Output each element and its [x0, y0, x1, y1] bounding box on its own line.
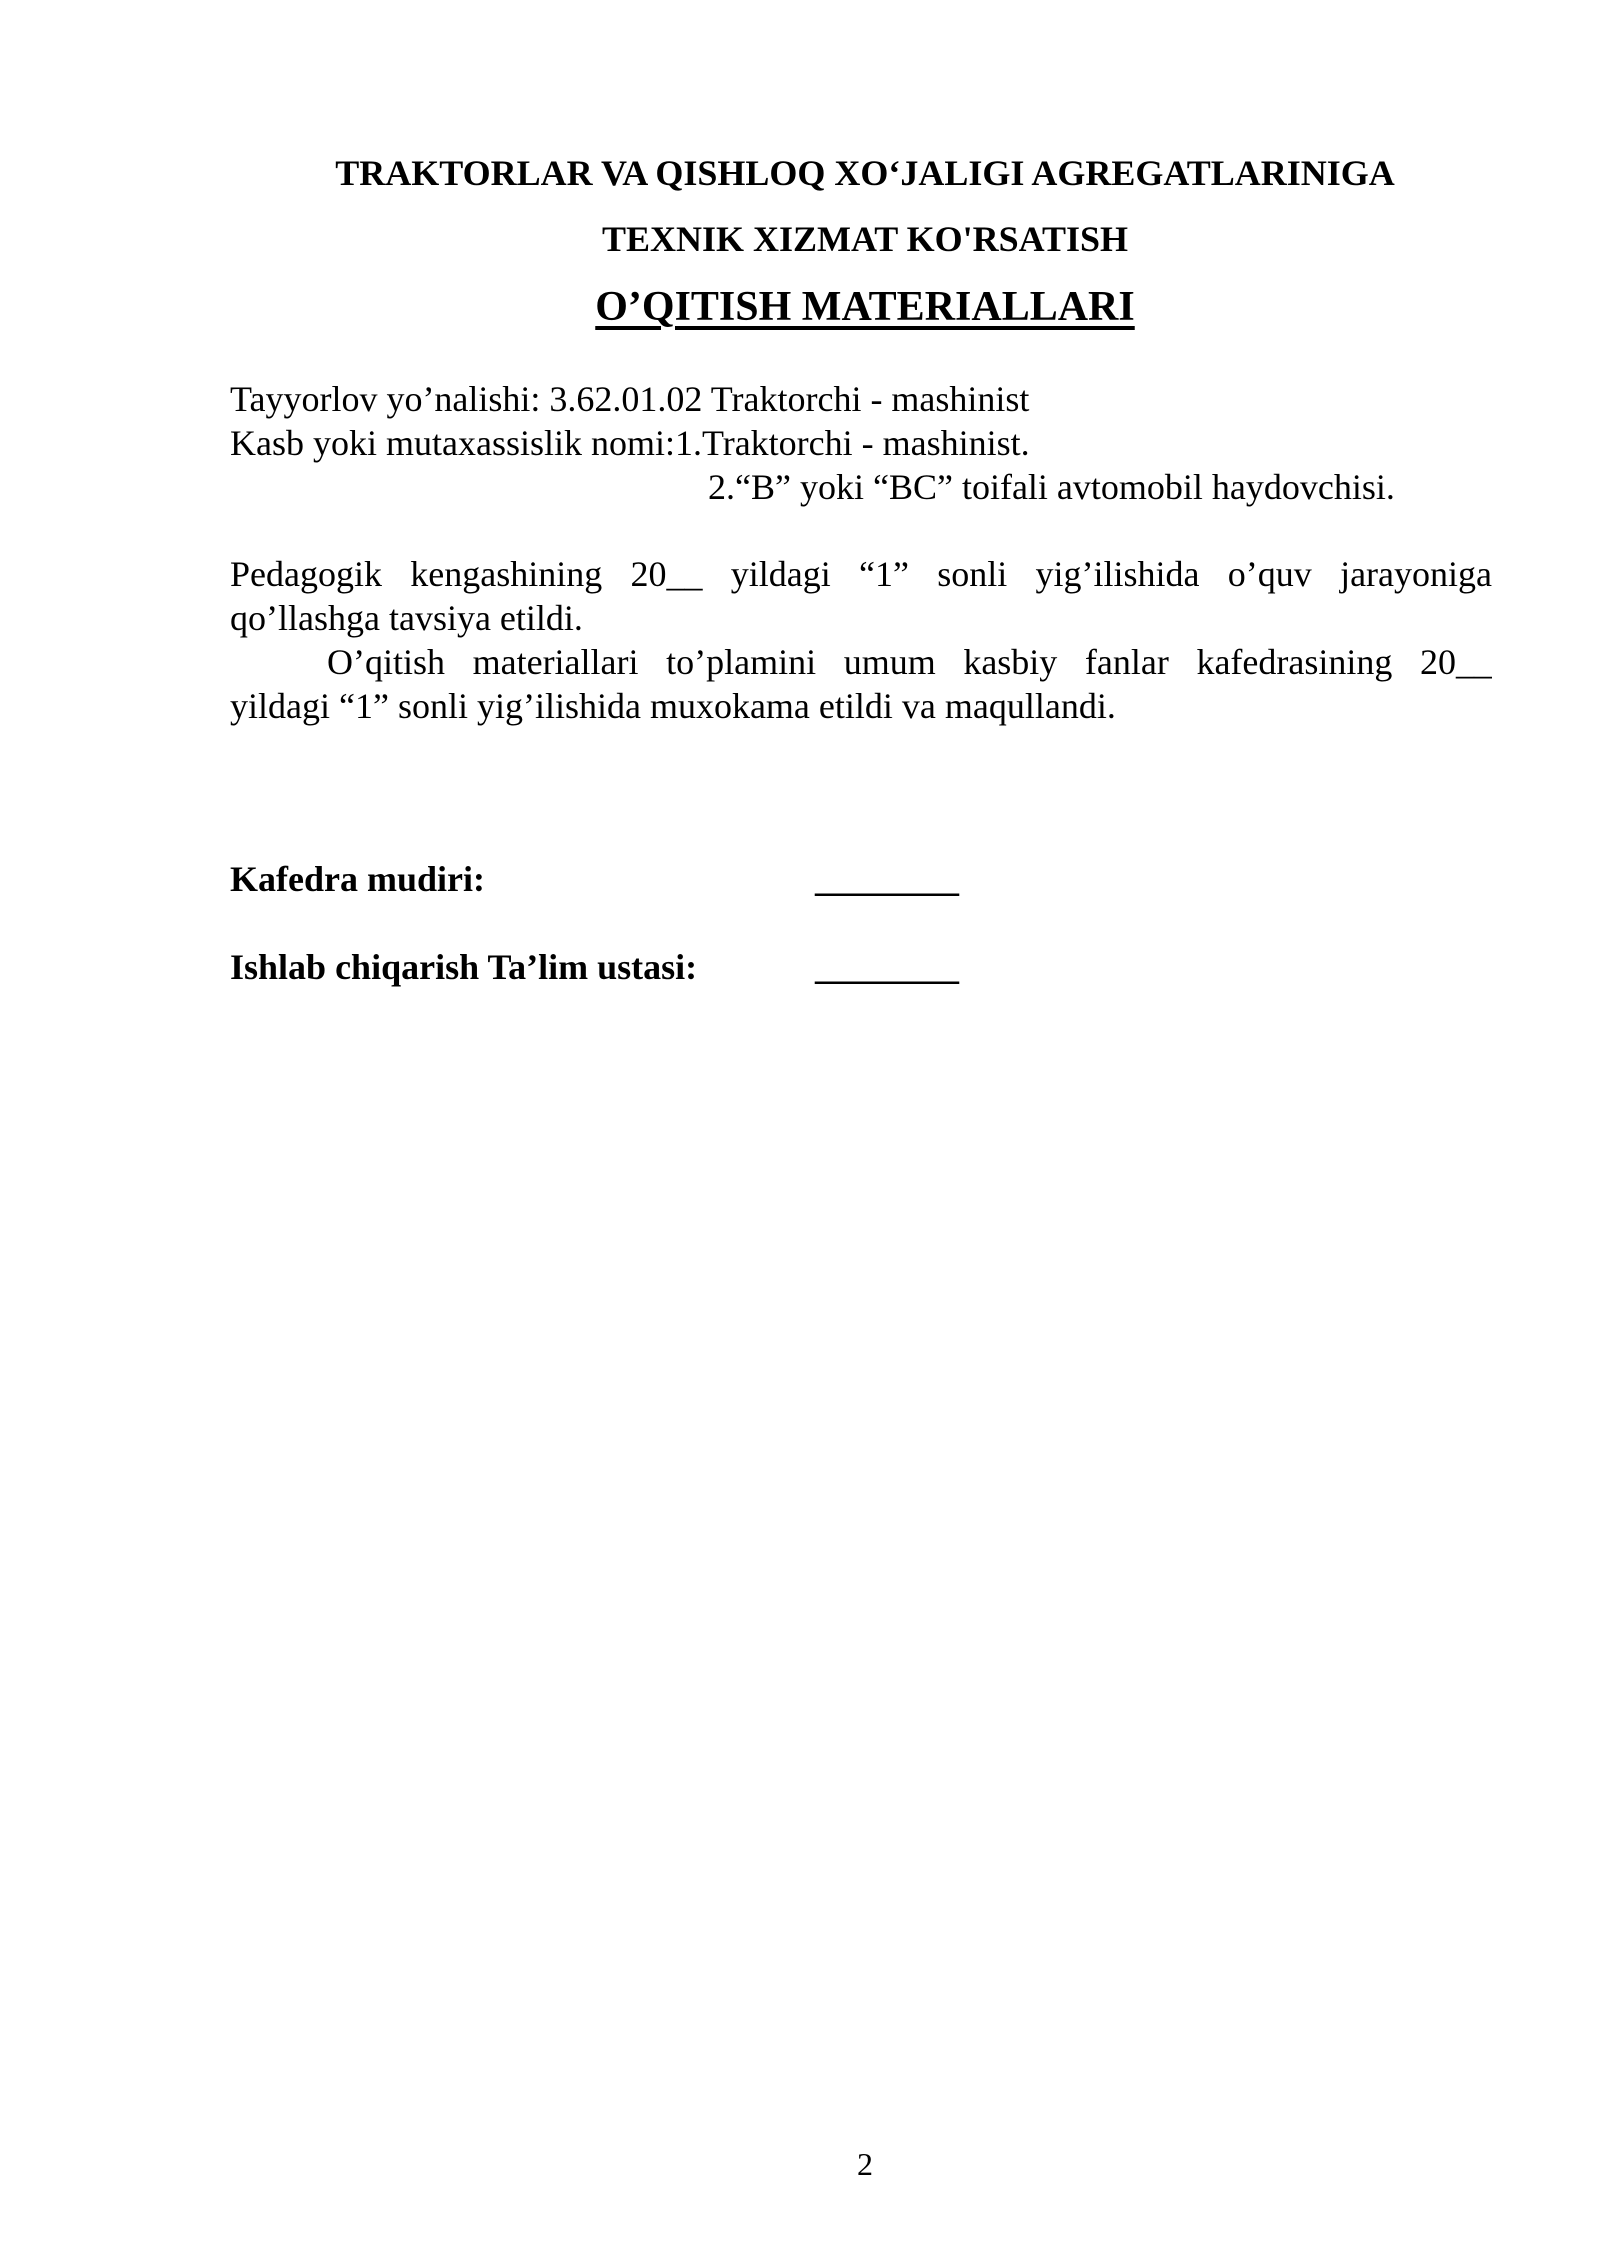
- production-master-signature-line: ________: [815, 947, 959, 987]
- paragraph-1-line-1: Pedagogik kengashining 20__ yildagi “1” sonli yig’ilishida o’quv jarayoniga: [230, 554, 1492, 594]
- department-head-signature-line: ________: [815, 859, 959, 899]
- profession-name-2: 2.“B” yoki “BC” toifali avtomobil haydovchisi.: [708, 467, 1395, 507]
- production-master-label: Ishlab chiqarish Ta’lim ustasi:: [230, 947, 698, 987]
- page-number: 2: [857, 2146, 873, 2182]
- training-direction: Tayyorlov yo’nalishi: 3.62.01.02 Traktorchi - mashinist: [230, 379, 1030, 419]
- department-head-label: Kafedra mudiri:: [230, 859, 485, 899]
- profession-name: Kasb yoki mutaxassislik nomi:1.Traktorchi - mashinist.: [230, 423, 1030, 463]
- paragraph-2-line-2: yildagi “1” sonli yig’ilishida muxokama etildi va maqullandi.: [230, 686, 1116, 726]
- title-line-3: O’QITISH MATERIALLARI: [595, 284, 1135, 330]
- paragraph-2-line-1: O’qitish materiallari to’plamini umum kasbiy fanlar kafedrasining 20__: [327, 642, 1492, 682]
- title-line-1: TRAKTORLAR VA QISHLOQ XO‘JALIGI AGREGATLARINIGA: [335, 153, 1395, 193]
- paragraph-1-line-2: qo’llashga tavsiya etildi.: [230, 598, 583, 638]
- title-line-2: TEXNIK XIZMAT KO'RSATISH: [601, 219, 1129, 259]
